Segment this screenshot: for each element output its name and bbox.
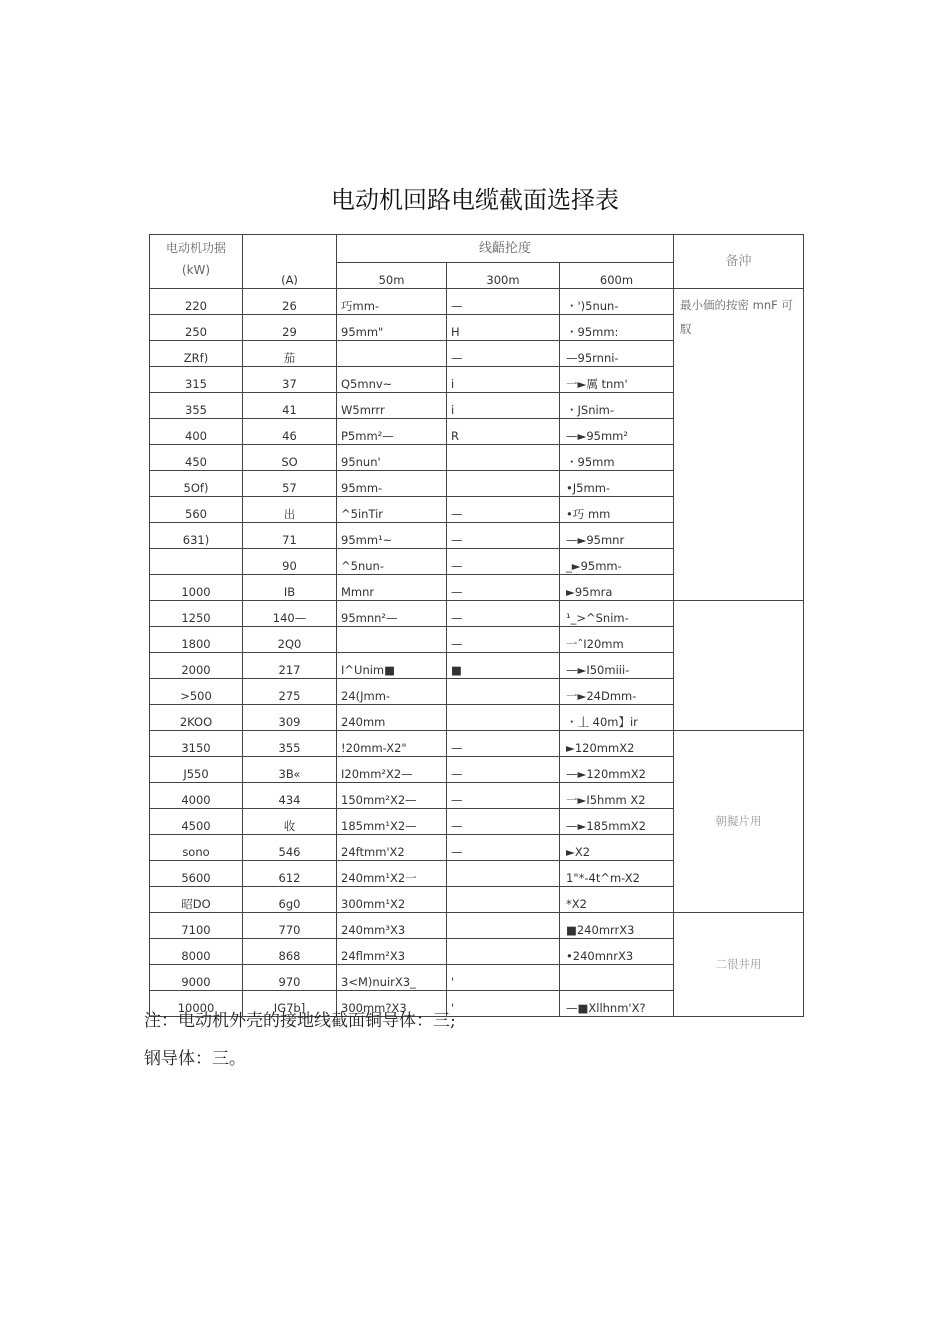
power-cell: 631) — [150, 523, 243, 549]
cable-50m-cell: W5mrrr — [337, 393, 447, 419]
cable-50m-cell: 150mm²X2— — [337, 783, 447, 809]
cable-600m-cell: 一►厲 tnm' — [560, 367, 674, 393]
cable-300m-cell — [447, 445, 560, 471]
header-current: (A) — [243, 235, 337, 289]
cable-300m-cell: — — [447, 601, 560, 627]
cable-300m-cell — [447, 939, 560, 965]
header-power — [150, 235, 243, 289]
current-cell: 71 — [243, 523, 337, 549]
current-cell: 612 — [243, 861, 337, 887]
cable-300m-cell: — — [447, 783, 560, 809]
power-cell: 4000 — [150, 783, 243, 809]
cable-600m-cell: ¹_>^Snim- — [560, 601, 674, 627]
current-cell: 2Q0 — [243, 627, 337, 653]
power-cell: 220 — [150, 289, 243, 315]
cable-600m-cell: _►95mm- — [560, 549, 674, 575]
cable-600m-cell: *X2 — [560, 887, 674, 913]
cable-300m-cell — [447, 705, 560, 731]
cable-600m-cell: —95rnni- — [560, 341, 674, 367]
cable-600m-cell: •巧 mm — [560, 497, 674, 523]
cable-300m-cell: ' — [447, 991, 560, 1017]
cable-300m-cell: — — [447, 575, 560, 601]
cable-50m-cell: 300mm¹X2 — [337, 887, 447, 913]
cable-600m-cell: ►120mmX2 — [560, 731, 674, 757]
cable-50m-cell: Q5mnv~ — [337, 367, 447, 393]
cable-50m-cell: P5mm²— — [337, 419, 447, 445]
power-cell: 10000 — [150, 991, 243, 1017]
power-cell: 4500 — [150, 809, 243, 835]
cable-600m-cell — [560, 965, 674, 991]
current-cell: 收 — [243, 809, 337, 835]
table-row — [150, 289, 804, 315]
power-cell: 450 — [150, 445, 243, 471]
cable-300m-cell — [447, 679, 560, 705]
cable-600m-cell: —►95mnr — [560, 523, 674, 549]
cable-600m-cell: •240mnrX3 — [560, 939, 674, 965]
cable-300m-cell — [447, 861, 560, 887]
power-cell: 560 — [150, 497, 243, 523]
table-row — [150, 913, 804, 939]
cable-600m-cell: —►95mm² — [560, 419, 674, 445]
cable-50m-cell: 24(Jmm- — [337, 679, 447, 705]
cable-600m-cell: —►120mmX2 — [560, 757, 674, 783]
note-second: 朝擬片用 — [674, 731, 804, 913]
current-cell: 出 — [243, 497, 337, 523]
cable-600m-cell: 一ˆI20mm — [560, 627, 674, 653]
current-cell: 546 — [243, 835, 337, 861]
current-cell: SO — [243, 445, 337, 471]
header-power-label: 电动机功据 — [165, 241, 226, 255]
cable-50m-cell: 240mm — [337, 705, 447, 731]
current-cell: 217 — [243, 653, 337, 679]
footnote-copper: 注：电动机外壳的接地线截面铜导体：三; — [144, 1011, 456, 1031]
cable-600m-cell: •J5mm- — [560, 471, 674, 497]
cable-50m-cell: 3<M)nuirX3_ — [337, 965, 447, 991]
note-third: 二很井用 — [674, 913, 804, 1017]
cable-600m-cell: ►95mra — [560, 575, 674, 601]
cable-300m-cell: H — [447, 315, 560, 341]
cable-50m-cell — [337, 341, 447, 367]
cable-300m-cell: — — [447, 497, 560, 523]
power-cell: sono — [150, 835, 243, 861]
cable-300m-cell: i — [447, 367, 560, 393]
current-cell: 140— — [243, 601, 337, 627]
cable-300m-cell: — — [447, 757, 560, 783]
cable-300m-cell: — — [447, 627, 560, 653]
cable-600m-cell: ・95mm — [560, 445, 674, 471]
cable-600m-cell: —■Xllhnm'X? — [560, 991, 674, 1017]
current-cell: IG7b] — [243, 991, 337, 1017]
cable-300m-cell: ' — [447, 965, 560, 991]
header-len-300: 300m — [447, 263, 560, 289]
cable-50m-cell — [337, 627, 447, 653]
cable-50m-cell: 240mm³X3 — [337, 913, 447, 939]
power-cell: 355 — [150, 393, 243, 419]
cable-600m-cell: ・JSnim- — [560, 393, 674, 419]
power-cell: ZRf) — [150, 341, 243, 367]
power-cell — [150, 549, 243, 575]
note-blank-a — [674, 601, 804, 731]
cable-300m-cell: — — [447, 341, 560, 367]
power-cell: 250 — [150, 315, 243, 341]
power-cell: 昭DO — [150, 887, 243, 913]
current-cell: 355 — [243, 731, 337, 757]
cable-300m-cell — [447, 471, 560, 497]
cable-50m-cell: 240mm¹X2一 — [337, 861, 447, 887]
cable-300m-cell: — — [447, 731, 560, 757]
cable-300m-cell: — — [447, 523, 560, 549]
cable-50m-cell: ^5nun- — [337, 549, 447, 575]
header-len-600: 600m — [560, 263, 674, 289]
cable-600m-cell: —►I50miii- — [560, 653, 674, 679]
note-first: 最小価的按密 mnF 可馭 — [674, 289, 804, 601]
cable-50m-cell: 95nun' — [337, 445, 447, 471]
cable-600m-cell: 1"*-4t^m-X2 — [560, 861, 674, 887]
current-cell: 3B« — [243, 757, 337, 783]
current-cell: 90 — [243, 549, 337, 575]
current-cell: 6g0 — [243, 887, 337, 913]
cable-600m-cell: 一►I5hmm X2 — [560, 783, 674, 809]
cable-300m-cell: ■ — [447, 653, 560, 679]
power-cell: 3150 — [150, 731, 243, 757]
cable-50m-cell: Mmnr — [337, 575, 447, 601]
current-cell: 434 — [243, 783, 337, 809]
header-note: 备沖 — [674, 235, 804, 289]
current-cell: 26 — [243, 289, 337, 315]
cable-50m-cell: 300mm?X3 — [337, 991, 447, 1017]
cable-50m-cell: 24ftmm'X2 — [337, 835, 447, 861]
current-cell: IB — [243, 575, 337, 601]
current-cell: 868 — [243, 939, 337, 965]
current-cell: 41 — [243, 393, 337, 419]
cable-50m-cell: 24flmm²X3 — [337, 939, 447, 965]
cable-300m-cell: — — [447, 289, 560, 315]
current-cell: 37 — [243, 367, 337, 393]
current-cell: 茄 — [243, 341, 337, 367]
footnote-steel: 钢导体：三。 — [144, 1049, 246, 1069]
power-cell: 5Of) — [150, 471, 243, 497]
current-cell: 275 — [243, 679, 337, 705]
header-power-unit: (kW) — [181, 263, 211, 277]
header-row — [150, 235, 804, 263]
header-len-50: 50m — [337, 263, 447, 289]
cable-300m-cell: i — [447, 393, 560, 419]
power-cell: 7100 — [150, 913, 243, 939]
cable-300m-cell: R — [447, 419, 560, 445]
cable-600m-cell: ►X2 — [560, 835, 674, 861]
power-cell: 1000 — [150, 575, 243, 601]
current-cell: 970 — [243, 965, 337, 991]
cable-50m-cell: 95mm- — [337, 471, 447, 497]
table-row — [150, 731, 804, 757]
power-cell: 400 — [150, 419, 243, 445]
cable-300m-cell — [447, 913, 560, 939]
power-cell: 9000 — [150, 965, 243, 991]
current-cell: 29 — [243, 315, 337, 341]
cable-50m-cell: 95mm¹~ — [337, 523, 447, 549]
header-cable-length-group: 线齬抡度 — [337, 235, 674, 263]
current-cell: 309 — [243, 705, 337, 731]
cable-300m-cell: — — [447, 549, 560, 575]
page-title: 电动机回路电缆截面选择表 — [331, 186, 619, 214]
cable-600m-cell: ・95mm: — [560, 315, 674, 341]
cable-50m-cell: 95mm" — [337, 315, 447, 341]
current-cell: 770 — [243, 913, 337, 939]
power-cell: 8000 — [150, 939, 243, 965]
power-cell: 1250 — [150, 601, 243, 627]
cable-600m-cell: ・丄 40m】ir — [560, 705, 674, 731]
power-cell: J550 — [150, 757, 243, 783]
current-cell: 57 — [243, 471, 337, 497]
current-cell: 46 — [243, 419, 337, 445]
cable-600m-cell: —►185mmX2 — [560, 809, 674, 835]
power-cell: 5600 — [150, 861, 243, 887]
cable-50m-cell: I20mm²X2— — [337, 757, 447, 783]
cable-50m-cell: 巧mm- — [337, 289, 447, 315]
power-cell: 2000 — [150, 653, 243, 679]
cable-600m-cell: ・')5nun- — [560, 289, 674, 315]
cable-600m-cell: ■240mrrX3 — [560, 913, 674, 939]
cable-50m-cell: 95mnn²— — [337, 601, 447, 627]
power-cell: 2KOO — [150, 705, 243, 731]
power-cell: >500 — [150, 679, 243, 705]
cable-300m-cell: — — [447, 809, 560, 835]
power-cell: 315 — [150, 367, 243, 393]
cable-300m-cell: — — [447, 835, 560, 861]
cable-50m-cell: I^Unim■ — [337, 653, 447, 679]
cable-300m-cell — [447, 887, 560, 913]
table-row — [150, 601, 804, 627]
cable-50m-cell: !20mm-X2" — [337, 731, 447, 757]
power-cell: 1800 — [150, 627, 243, 653]
cable-50m-cell: 185mm¹X2— — [337, 809, 447, 835]
cable-50m-cell: ^5inTir — [337, 497, 447, 523]
cable-selection-table — [149, 234, 804, 1017]
cable-600m-cell: 一►24Dmm- — [560, 679, 674, 705]
